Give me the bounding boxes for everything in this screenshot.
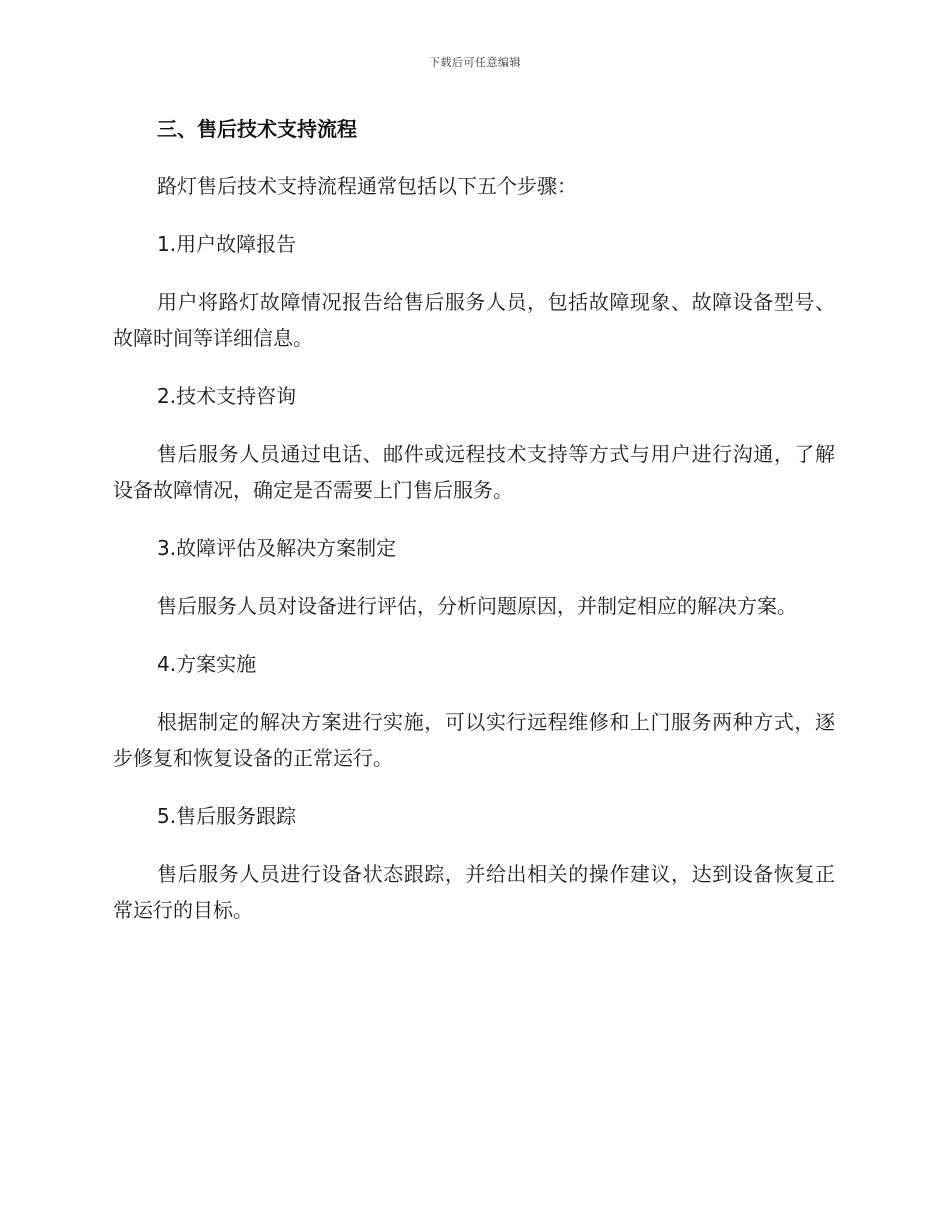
- step-2-heading: 2.技术支持咨询: [157, 384, 297, 408]
- document-body: [113, 112, 835, 950]
- step-2-paragraph: 售后服务人员通过电话、邮件或远程技术支持等方式与用户进行沟通，了解设备故障情况，确定是否需要上门售后服务。: [113, 442, 835, 502]
- step-4-heading: 4.方案实施: [157, 652, 257, 676]
- step-5-heading: 5.售后服务跟踪: [157, 804, 297, 828]
- step-5-paragraph: 售后服务人员进行设备状态跟踪，并给出相关的操作建议，达到设备恢复正常运行的目标。: [113, 862, 835, 922]
- step-1-paragraph: 用户将路灯故障情况报告给售后服务人员，包括故障现象、故障设备型号、故障时间等详细信息。: [113, 290, 835, 350]
- step-3-heading: 3.故障评估及解决方案制定: [157, 536, 397, 560]
- page-header: 下载后可任意编辑: [429, 56, 521, 69]
- step-3-paragraph: 售后服务人员对设备进行评估，分析问题原因，并制定相应的解决方案。: [157, 594, 797, 618]
- section-title: 三、售后技术支持流程: [157, 117, 357, 141]
- intro-paragraph: 路灯售后技术支持流程通常包括以下五个步骤：: [157, 174, 577, 198]
- step-1-heading: 1.用户故障报告: [157, 232, 297, 256]
- step-4-paragraph: 根据制定的解决方案进行实施，可以实行远程维修和上门服务两种方式，逐步修复和恢复设备的正常运行。: [113, 710, 835, 770]
